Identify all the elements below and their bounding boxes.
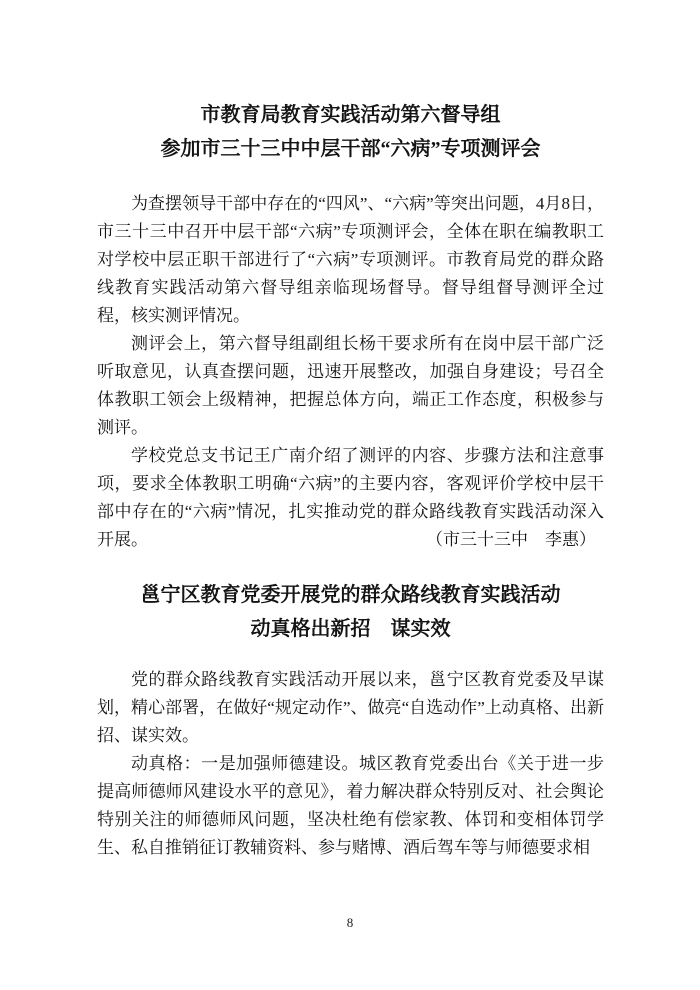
article1-paragraph-2: 测评会上，第六督导组副组长杨干要求所有在岗中层干部广泛听取意见，认真查摆问题，迅速开展整改，加强自身建设；号召全体教职工领会上级精神，把握总体方向，端正工作态度，积极参与测评。	[97, 334, 604, 437]
article2-title	[97, 578, 604, 646]
article1-title-line1: 市教育局教育实践活动第六督导组	[200, 104, 501, 126]
article1-paragraph-3-text: 学校党总支书记王广南介绍了测评的内容、步骤方法和注意事项，要求全体教职工明确“六病”的主要内容，客观评价学校中层干部中存在的“六病”情况，扎实推动党的群众路线教育实践活动深入开展。	[97, 446, 604, 549]
article1-byline: （市三十三中 李惠）	[426, 530, 596, 549]
article2-paragraph-2: 动真格：一是加强师德建设。城区教育党委出台《关于进一步提高师德师风建设水平的意见》，着力解决群众特别反对、社会舆论特别关注的师德师风问题，坚决杜绝有偿家教、体罚和变相体罚学生、私自推销征订教辅资料、参与赌博、酒后驾车等与师德要求相	[97, 754, 604, 857]
page-content	[97, 0, 604, 862]
article2-title-line2: 动真格出新招 谋实效	[250, 618, 451, 640]
page-number: 8	[346, 915, 354, 930]
article2-paragraph-1: 党的群众路线教育实践活动开展以来，邕宁区教育党委及早谋划，精心部署，在做好“规定动作”、做亮“自选动作”上动真格、出新招、谋实效。	[97, 670, 604, 745]
article1-body	[97, 190, 604, 554]
article2-body	[97, 666, 604, 862]
article2-title-line1: 邕宁区教育党委开展党的群众路线教育实践活动	[140, 584, 561, 606]
article1-paragraph-1: 为查摆领导干部中存在的“四风”、“六病”等突出问题，4月8日，市三十三中召开中层干部“六病”专项测评会，全体在职在编教职工对学校中层正职干部进行了“六病”专项测评。市教育局党的群众路线教育实践活动第六督导组亲临现场督导。督导组督导测评全过程，核实测评情况。	[97, 194, 604, 325]
article1-paragraph-3	[97, 442, 604, 554]
article1-title	[97, 98, 604, 166]
article1-title-line2: 参加市三十三中中层干部“六病”专项测评会	[160, 138, 541, 160]
